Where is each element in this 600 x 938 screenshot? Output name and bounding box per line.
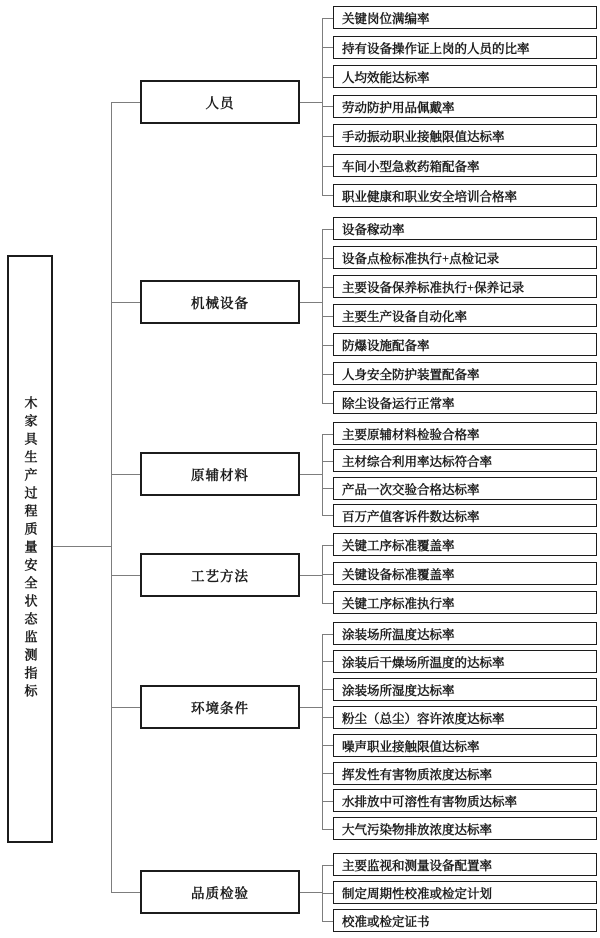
leaf-stub-line: [322, 574, 333, 575]
indicator-node-label: 主要生产设备自动化率: [342, 309, 468, 324]
indicator-node-label: 主要原辅材料检验合格率: [342, 427, 480, 442]
leaf-stub-line: [322, 258, 333, 259]
leaf-stub-line: [322, 18, 333, 19]
indicator-node: [333, 422, 597, 445]
indicator-node: [333, 789, 597, 812]
category-branch-line: [111, 102, 140, 103]
indicator-node: [333, 678, 597, 701]
leaf-stub-line: [322, 136, 333, 137]
category-node-4: [140, 685, 300, 729]
leaf-stub-line: [322, 745, 333, 746]
indicator-node-label: 防爆设施配备率: [342, 338, 430, 353]
category-node-1-label: 机械设备: [191, 296, 249, 311]
leaf-stub-line: [322, 488, 333, 489]
indicator-node: [333, 591, 597, 614]
category-branch-line: [111, 707, 140, 708]
leaf-stub-line: [322, 316, 333, 317]
category-branch-line: [111, 474, 140, 475]
leaf-stub-line: [322, 773, 333, 774]
indicator-node-label: 产品一次交验合格达标率: [342, 482, 480, 497]
category-node-0: [140, 80, 300, 124]
indicator-node-label: 主要监视和测量设备配置率: [342, 858, 493, 873]
leaf-stub-line: [322, 287, 333, 288]
category-node-3-label: 工艺方法: [191, 569, 249, 584]
root-connector-line: [53, 546, 111, 547]
category-branch-line: [111, 892, 140, 893]
leaf-stub-line: [322, 374, 333, 375]
leaf-stub-line: [322, 545, 333, 546]
indicator-node: [333, 95, 597, 118]
indicator-node-label: 人身安全防护装置配备率: [342, 367, 480, 382]
leaf-stub-line: [322, 603, 333, 604]
leaf-stub-line: [322, 865, 333, 866]
root-node: [7, 255, 53, 843]
indicator-node-label: 大气污染物排放浓度达标率: [342, 822, 493, 837]
leaf-stub-line: [322, 801, 333, 802]
leaf-stub-line: [322, 166, 333, 167]
child-trunk-line: [322, 18, 323, 196]
indicator-node: [333, 333, 597, 356]
indicator-node-label: 人均效能达标率: [342, 70, 430, 85]
category-branch-line: [111, 575, 140, 576]
category-node-2-label: 原辅材料: [191, 468, 249, 483]
indicator-node-label: 百万产值客诉件数达标率: [342, 509, 480, 524]
indicator-node-label: 关键岗位满编率: [342, 11, 430, 26]
indicator-node: [333, 650, 597, 673]
indicator-node-label: 涂装场所湿度达标率: [342, 683, 455, 698]
leaf-stub-line: [322, 434, 333, 435]
indicator-node-label: 设备点检标准执行+点检记录: [342, 251, 500, 266]
leaf-stub-line: [322, 403, 333, 404]
indicator-node: [333, 275, 597, 298]
indicator-node: [333, 124, 597, 147]
category-node-5-label: 品质检验: [191, 886, 249, 901]
indicator-node: [333, 853, 597, 876]
indicator-node: [333, 154, 597, 177]
root-node-label: 木家具生产过程质量安全状态监测指标: [22, 396, 38, 702]
leaf-stub-line: [322, 661, 333, 662]
leaf-stub-line: [322, 689, 333, 690]
indicator-node: [333, 362, 597, 385]
leaf-stub-line: [322, 921, 333, 922]
indicator-node: [333, 734, 597, 757]
child-branch-line: [300, 302, 322, 303]
indicator-node-label: 挥发性有害物质浓度达标率: [342, 767, 493, 782]
category-node-3: [140, 553, 300, 597]
indicator-node-label: 粉尘（总尘）容许浓度达标率: [342, 711, 505, 726]
leaf-stub-line: [322, 893, 333, 894]
child-branch-line: [300, 102, 322, 103]
indicator-node: [333, 304, 597, 327]
indicator-node: [333, 449, 597, 472]
indicator-node-label: 设备稼动率: [342, 222, 405, 237]
leaf-stub-line: [322, 77, 333, 78]
leaf-stub-line: [322, 829, 333, 830]
indicator-node-label: 涂装后干燥场所温度的达标率: [342, 655, 505, 670]
indicator-node: [333, 184, 597, 207]
child-trunk-line: [322, 434, 323, 516]
leaf-stub-line: [322, 345, 333, 346]
indicator-node-label: 水排放中可溶性有害物质达标率: [342, 794, 518, 809]
indicator-node-label: 劳动防护用品佩戴率: [342, 100, 455, 115]
indicator-node-label: 车间小型急救药箱配备率: [342, 159, 480, 174]
indicator-node: [333, 246, 597, 269]
indicator-node: [333, 391, 597, 414]
indicator-node: [333, 477, 597, 500]
indicator-node-label: 校准或检定证书: [342, 914, 430, 929]
indicator-node: [333, 909, 597, 932]
indicator-node: [333, 562, 597, 585]
indicator-node-label: 手动振动职业接触限值达标率: [342, 129, 505, 144]
child-branch-line: [300, 892, 322, 893]
child-branch-line: [300, 707, 322, 708]
indicator-node: [333, 65, 597, 88]
child-branch-line: [300, 474, 322, 475]
category-node-0-label: 人员: [205, 96, 235, 111]
leaf-stub-line: [322, 634, 333, 635]
indicator-node: [333, 6, 597, 29]
indicator-node-label: 持有设备操作证上岗的人员的比率: [342, 41, 530, 56]
indicator-node-label: 噪声职业接触限值达标率: [342, 739, 480, 754]
indicator-node-label: 关键工序标准覆盖率: [342, 538, 455, 553]
leaf-stub-line: [322, 229, 333, 230]
indicator-node-label: 关键工序标准执行率: [342, 596, 455, 611]
indicator-node-label: 职业健康和职业安全培训合格率: [342, 189, 518, 204]
leaf-stub-line: [322, 195, 333, 196]
indicator-node: [333, 533, 597, 556]
child-branch-line: [300, 575, 322, 576]
category-node-4-label: 环境条件: [191, 701, 249, 716]
indicator-node: [333, 622, 597, 645]
leaf-stub-line: [322, 717, 333, 718]
indicator-node-label: 制定周期性校准或检定计划: [342, 886, 493, 901]
leaf-stub-line: [322, 515, 333, 516]
leaf-stub-line: [322, 47, 333, 48]
indicator-node-label: 关键设备标准覆盖率: [342, 567, 455, 582]
category-node-5: [140, 870, 300, 914]
indicator-node-label: 涂装场所温度达标率: [342, 627, 455, 642]
leaf-stub-line: [322, 106, 333, 107]
leaf-stub-line: [322, 461, 333, 462]
indicator-node-label: 主要设备保养标准执行+保养记录: [342, 280, 525, 295]
indicator-node: [333, 762, 597, 785]
indicator-node: [333, 706, 597, 729]
main-trunk-line: [111, 102, 112, 893]
indicator-node: [333, 36, 597, 59]
indicator-node: [333, 817, 597, 840]
indicator-node: [333, 504, 597, 527]
indicator-node: [333, 217, 597, 240]
indicator-node: [333, 881, 597, 904]
category-node-1: [140, 280, 300, 324]
indicator-node-label: 除尘设备运行正常率: [342, 396, 455, 411]
indicator-node-label: 主材综合利用率达标符合率: [342, 454, 493, 469]
category-node-2: [140, 452, 300, 496]
category-branch-line: [111, 302, 140, 303]
